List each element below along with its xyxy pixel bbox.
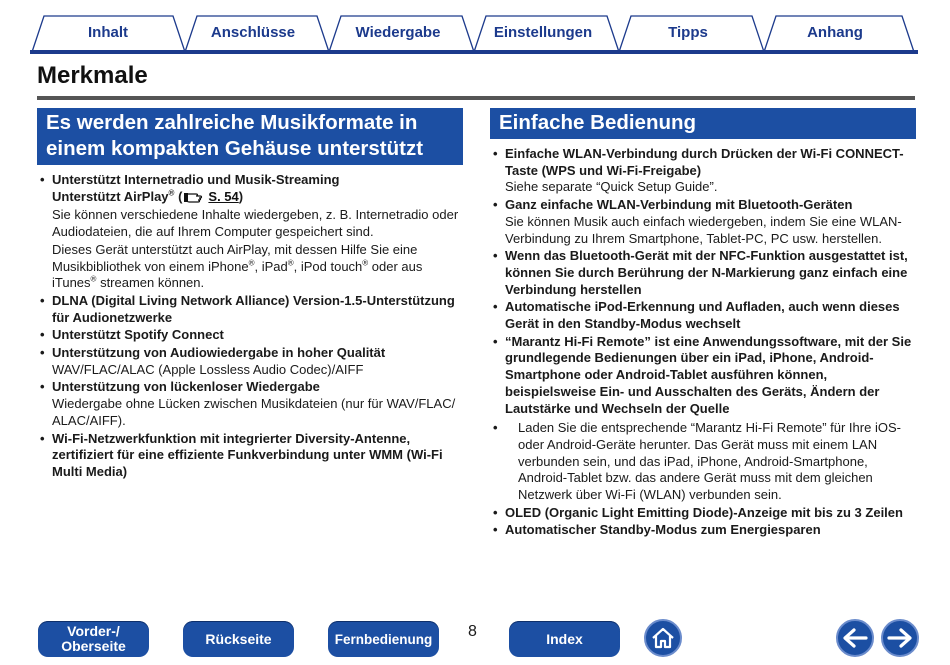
heading-line-1: Es werden zahlreiche Musikformate in	[46, 111, 418, 134]
home-button[interactable]	[644, 619, 682, 657]
registered-mark: ®	[168, 188, 175, 198]
airplay-text-3: , iPod touch	[293, 258, 363, 274]
button-label-line-1: Vorder-/	[67, 623, 120, 639]
item-title: • OLED (Organic Light Emitting Diode)-Anzeige mit bis zu 3 Zeilen	[505, 504, 903, 520]
feature-list-operation	[490, 146, 916, 539]
page-number: 8	[468, 623, 477, 640]
button-label-line-2: Oberseite	[61, 638, 126, 654]
section-heading-formats	[37, 108, 463, 165]
tab-inhalt[interactable]: Inhalt	[88, 24, 128, 41]
airplay-label: Unterstützt AirPlay	[52, 188, 169, 204]
list-item	[505, 334, 916, 418]
feature-list-formats	[37, 172, 463, 481]
front-rear-button[interactable]	[38, 621, 149, 657]
registered-mark: ®	[90, 274, 97, 284]
list-item	[505, 505, 916, 522]
item-title: • Einfache WLAN-Verbindung durch Drücken der Wi-Fi CONNECT-Taste (WPS und Wi-Fi-Freigabe)	[505, 146, 904, 178]
item-text: WAV/FLAC/ALAC (Apple Lossless Audio Codec)/AIFF	[52, 361, 364, 377]
item-text-airplay	[52, 242, 463, 292]
footnote: • Laden Sie die entsprechende “Marantz Hi-Fi Remote” für Ihre iOS- oder Android-Geräte herunter. Das Gerät muss mit einem LAN verbunden sein, und das iPad, iPhone, Android-Smartphone, Android-Tablet bzw. das andere Gerät muss mit dem gleichen Netzwerk über Wi-Fi (WLAN) verbunden sein.	[505, 420, 916, 504]
button-label: Fernbedienung	[334, 631, 433, 647]
list-item	[505, 197, 916, 247]
heading-line-2: einem kompakten Gehäuse unterstützt	[46, 137, 424, 160]
item-text: Siehe separate “Quick Setup Guide”.	[505, 179, 718, 195]
item-title-airplay	[52, 189, 463, 208]
page-title: Merkmale	[37, 62, 148, 89]
tab-wiedergabe[interactable]: Wiedergabe	[355, 24, 441, 41]
item-title: • Wenn das Bluetooth-Gerät mit der NFC-Funktion ausgestattet ist, können Sie durch Berührung der N-Markierung ganz einfach eine Verbindung herstellen	[505, 248, 908, 297]
list-item	[52, 345, 463, 378]
list-item	[505, 146, 916, 196]
heading-text: Einfache Bedienung	[499, 111, 697, 134]
title-divider	[37, 96, 915, 100]
list-item	[505, 522, 916, 539]
paren-open: (	[174, 188, 183, 204]
item-title: • Ganz einfache WLAN-Verbindung mit Bluetooth-Geräten	[505, 197, 853, 213]
next-page-button[interactable]	[881, 619, 919, 657]
page-ref-link[interactable]: S. 54	[208, 188, 239, 204]
item-title: • Unterstützt Spotify Connect	[52, 327, 224, 343]
button-label: Rückseite	[205, 630, 272, 647]
airplay-text-1: Dieses Gerät unterstützt auch AirPlay, mit dessen Hilfe Sie eine Musikbibliothek von einem iPhone	[52, 241, 418, 274]
registered-mark: ®	[362, 258, 369, 268]
remote-control-button[interactable]	[328, 621, 439, 657]
left-column	[37, 108, 463, 482]
tab-tipps[interactable]: Tipps	[668, 24, 708, 41]
item-text: Sie können Musik auch einfach wiedergeben, indem Sie eine WLAN-Verbindung zu Ihrem Smartphone, Tablet-PC, PC usw. herstellen.	[505, 213, 902, 246]
section-heading-operation	[490, 108, 916, 139]
previous-page-button[interactable]	[836, 619, 874, 657]
tab-anhang[interactable]: Anhang	[807, 24, 863, 41]
item-text: Wiedergabe ohne Lücken zwischen Musikdateien (nur für WAV/FLAC/ ALAC/AIFF).	[52, 396, 456, 428]
item-title: • Unterstützung von Audiowiedergabe in hoher Qualität	[52, 345, 386, 361]
airplay-text-4: oder aus iTunes	[52, 258, 423, 291]
registered-mark: ®	[287, 258, 294, 268]
index-button[interactable]	[509, 621, 620, 657]
home-icon	[651, 627, 675, 649]
item-title: • DLNA (Digital Living Network Alliance) Version-1.5-Unterstützung für Audionetzwerke	[52, 292, 455, 325]
hand-pointer-icon	[184, 190, 206, 208]
arrow-left-icon	[842, 628, 868, 648]
item-title: • Automatische iPod-Erkennung und Aufladen, auch wenn dieses Gerät in den Standby-Modus wechselt	[505, 299, 900, 332]
paren-close: )	[238, 188, 244, 204]
item-title: • Unterstützt Internetradio und Musik-Streaming	[52, 172, 340, 187]
registered-mark: ®	[248, 258, 255, 268]
list-item	[52, 327, 463, 344]
item-title: • “Marantz Hi-Fi Remote” ist eine Anwendungssoftware, mit der Sie grundlegende Bedienungen über ein iPad, iPhone, Android-Smartphone oder Android-Tablet ausführen können, beispielsweise Ein- und Ausschalten des Geräts, Ändern der Lautstärke und Wechseln der Quelle	[505, 333, 912, 416]
list-item	[52, 293, 463, 326]
list-item	[505, 248, 916, 298]
item-title: • Wi-Fi-Netzwerkfunktion mit integrierter Diversity-Antenne, zertifiziert für eine effiziente Funkverbindung unter WMM (Wi-Fi Multi Media)	[52, 430, 443, 479]
list-item	[52, 172, 463, 292]
tab-anschluesse[interactable]: Anschlüsse	[210, 24, 296, 41]
airplay-text-2: , iPad	[254, 258, 288, 274]
list-item	[505, 299, 916, 332]
tab-einstellungen[interactable]: Einstellungen	[493, 24, 593, 41]
list-item	[52, 379, 463, 429]
list-item	[52, 431, 463, 481]
item-title: • Unterstützung von lückenloser Wiedergabe	[52, 379, 320, 395]
button-label: Index	[546, 630, 583, 647]
item-text: Sie können verschiedene Inhalte wiedergeben, z. B. Internetradio oder Audiodateien, die auf Ihrem Computer gespeichert sind.	[52, 207, 459, 240]
top-tab-bar	[30, 14, 918, 54]
right-column	[490, 108, 916, 540]
rear-panel-button[interactable]	[183, 621, 294, 657]
arrow-right-icon	[887, 628, 913, 648]
airplay-text-5: streamen können.	[96, 275, 205, 291]
item-title: • Automatischer Standby-Modus zum Energiesparen	[505, 522, 821, 538]
